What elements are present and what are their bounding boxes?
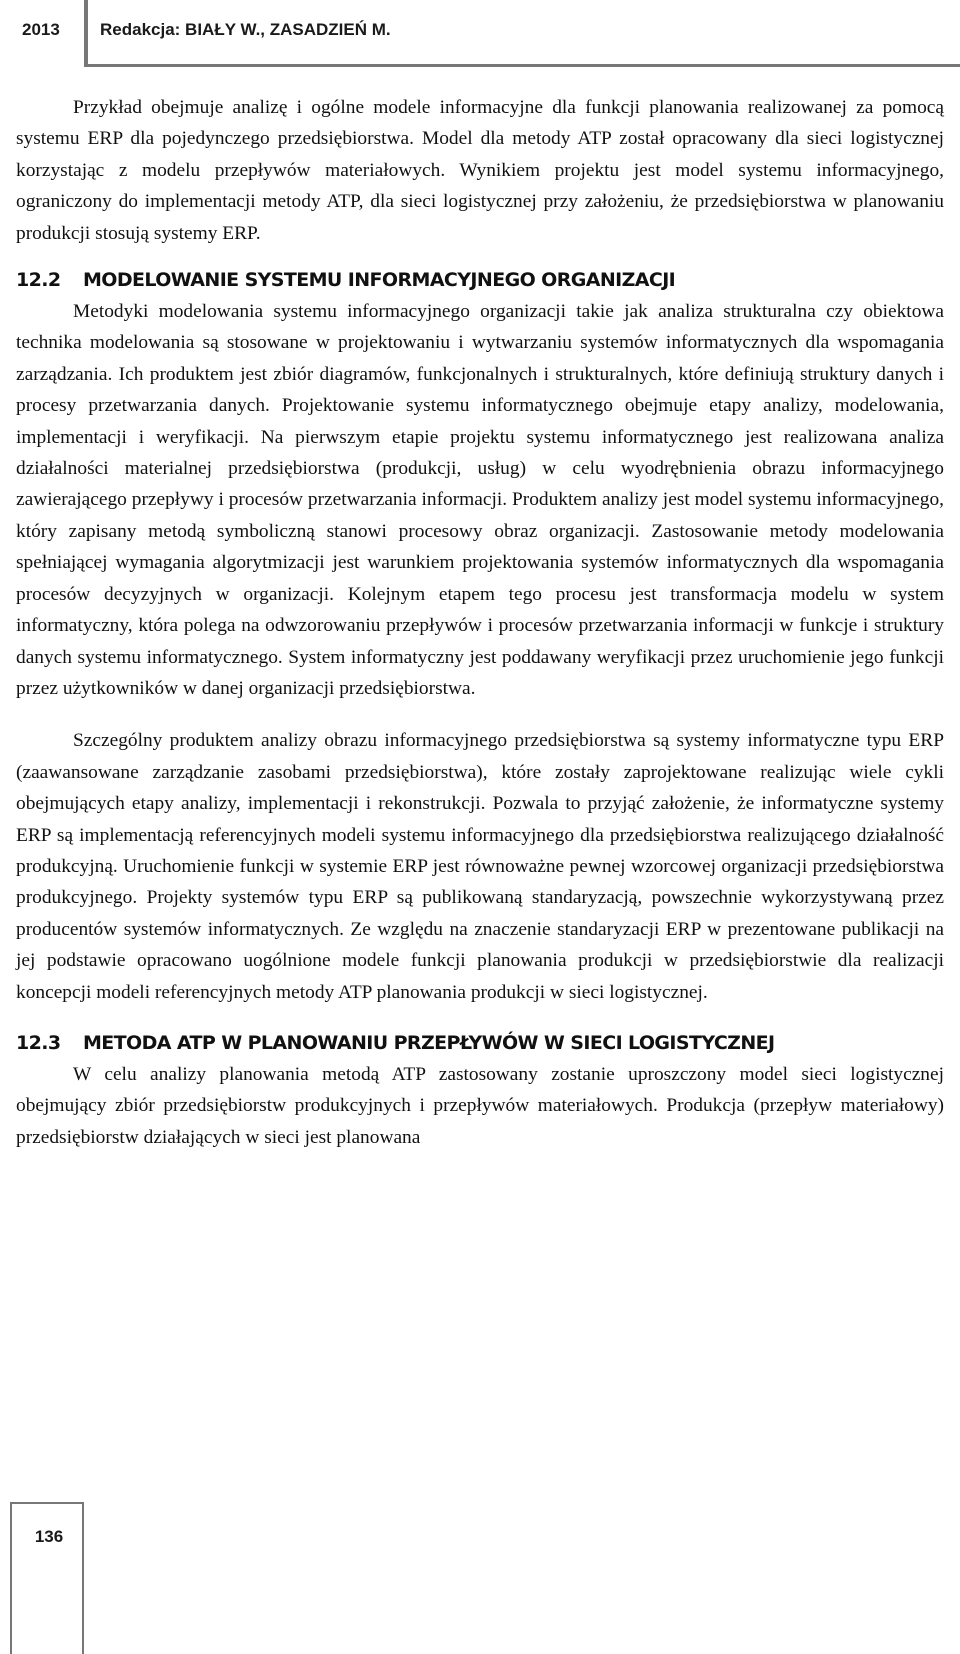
- section-number: 12.2: [16, 269, 61, 292]
- page-number: 136: [34, 1527, 64, 1546]
- paragraph-intro: Przykład obejmuje analizę i ogólne modele informacyjne dla funkcji planowania realizowanej za pomocą systemu ERP dla pojedynczego przedsiębiorstwa. Model dla metody ATP został opracowany dla sieci logistycznej korzystając z modelu przepływów materiałowych. Wynikiem projektu jest model systemu informacyjnego, ograniczony do implementacji metody ATP, dla sieci logistycznej przy założeniu, że przedsiębiorstwa w planowaniu produkcji stosują systemy ERP.: [16, 97, 944, 244]
- paragraph-modelowanie-2: Szczególny produktem analizy obrazu informacyjnego przedsiębiorstwa są systemy informatyczne typu ERP (zaawansowane zarządzanie zasobami przedsiębiorstwa), które zostały zaprojektowane realizując wiele cykli obejmujących etapy analizy, implementacji i rekonstrukcji. Pozwala to przyjąć założenie, że informatyczne systemy ERP są implementacją referencyjnych modeli systemu informacyjnego dla przedsiębiorstwa realizującego działalność produkcyjną. Uruchomienie funkcji w systemie ERP jest równoważne pewnej wzorcowej organizacji przedsiębiorstwa produkcyjnego. Projekty systemów typu ERP są publikowaną standaryzacją, powszechnie wykorzystywaną przez producentów systemów informatycznych. Ze względu na znaczenie standaryzacji ERP w prezentowane publikacji na jej podstawie opracowano uogólnione modele funkcji planowania produkcji w przedsiębiorstwie dla realizacji koncepcji modeli referencyjnych metody ATP planowania produkcji w sieci logistycznej.: [16, 730, 944, 1003]
- paragraph-modelowanie-1: Metodyki modelowania systemu informacyjnego organizacji takie jak analiza strukturalna czy obiektowa technika modelowania są stosowane w projektowaniu i wytwarzaniu systemów informatycznych dla wspomagania zarządzania. Ich produktem jest zbiór diagramów, funkcjonalnych i strukturalnych, które definiują struktury danych i procesy przetwarzania danych. Projektowanie systemu informatycznego obejmuje etapy analizy, modelowania, implementacji i weryfikacji. Na pierwszym etapie projektu systemu informatycznego jest realizowana analiza działalności materialnej przedsiębiorstwa (produkcji, usług) w celu wyodrębnienia obrazu informacyjnego zawierającego przepływy i procesów przetwarzania informacji. Produktem analizy jest model systemu informacyjnego, który zapisany metodą symboliczną stanowi procesowy obraz organizacji. Zastosowanie metody modelowania spełniającej wymagania algorytmizacji jest warunkiem projektowania systemów informatycznych dla wspomagania procesów decyzyjnych w organizacji. Kolejnym etapem tego procesu jest transformacja modelu w system informatyczny, która polega na odwzorowaniu przepływów i procesów przetwarzania informacji w funkcje i struktury danych systemu informatycznego. System informatyczny jest poddawany weryfikacji przez uruchomienie jego funkcji przez użytkowników w danej organizacji przedsiębiorstwa.: [16, 301, 944, 699]
- header-year: 2013: [22, 20, 60, 39]
- section-number: 12.3: [16, 1031, 61, 1054]
- page-number-box: [10, 1502, 84, 1654]
- running-header: [0, 0, 960, 68]
- header-divider-horizontal: [84, 64, 960, 67]
- section-heading-12-2: [16, 265, 944, 296]
- header-editors: Redakcja: BIAŁY W., ZASADZIEŃ M.: [100, 20, 391, 39]
- section-title: METODA ATP W PLANOWANIU PRZEPŁYWÓW W SIECI LOGISTYCZNEJ: [83, 1031, 775, 1054]
- section-heading-12-3: [16, 1028, 944, 1059]
- paragraph-atp-1: W celu analizy planowania metodą ATP zastosowany zostanie uproszczony model sieci logistycznej obejmujący zbiór przedsiębiorstw produkcyjnych i przepływów materiałowych. Produkcja (przepływ materiałowy) przedsiębiorstw działających w sieci jest planowana: [16, 1063, 944, 1148]
- header-divider-vertical: [84, 0, 88, 66]
- section-title: MODELOWANIE SYSTEMU INFORMACYJNEGO ORGANIZACJI: [83, 269, 676, 292]
- page-body: [16, 92, 944, 1153]
